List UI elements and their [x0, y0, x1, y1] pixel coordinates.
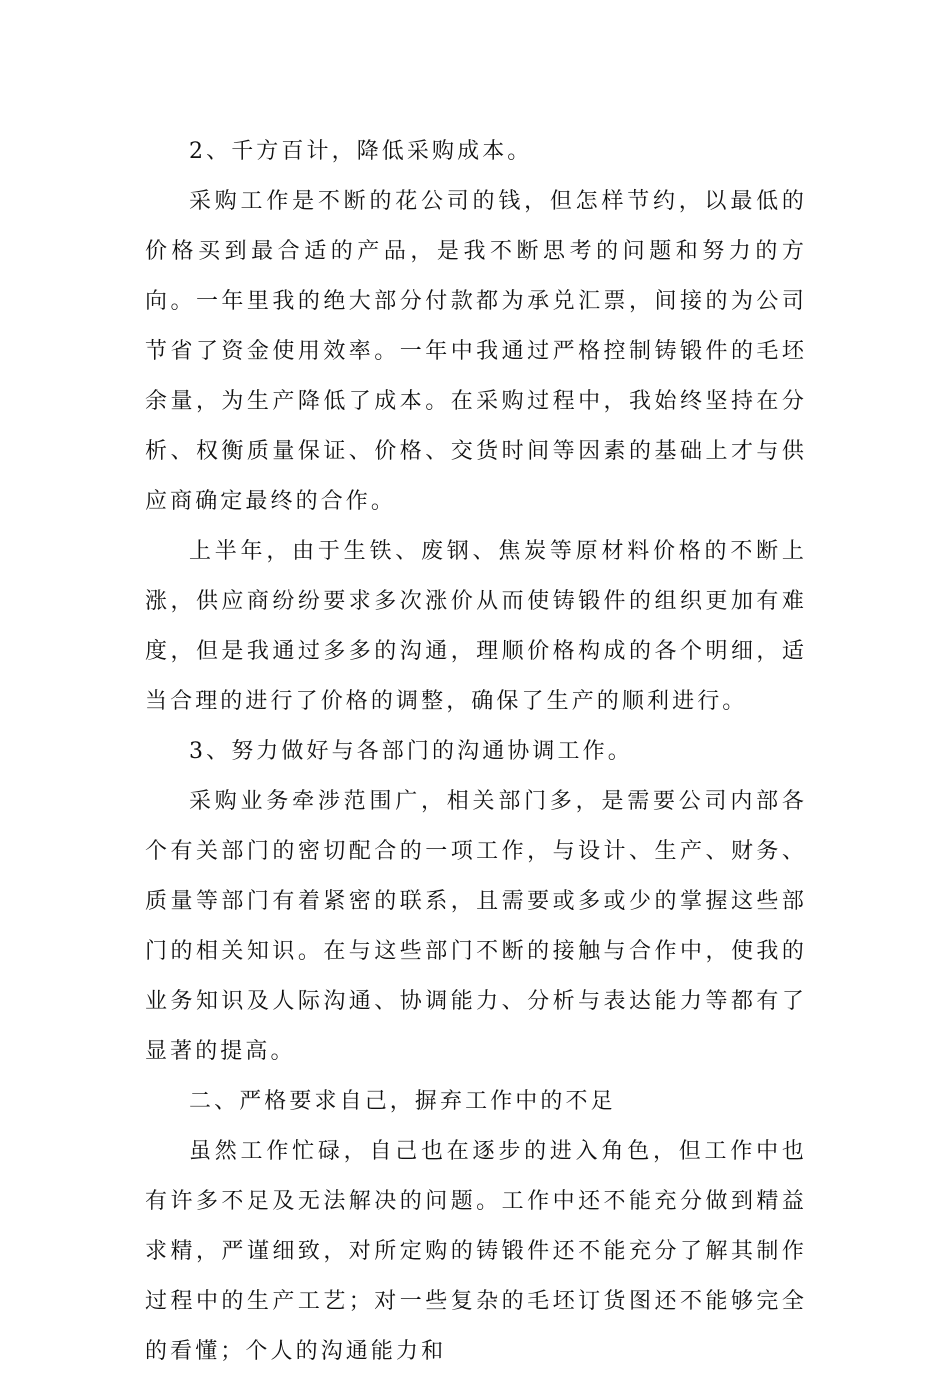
paragraph-purchasing-savings: 采购工作是不断的花公司的钱，但怎样节约，以最低的价格买到最合适的产品，是我不断思考的问题和努力的方向。一年里我的绝大部分付款都为承兑汇票，间接的为公司节省了资金使用效率。一年中我通过严格控制铸锻件的毛坯余量，为生产降低了成本。在采购过程中，我始终坚持在分析、权衡质量保证、价格、交货时间等因素的基础上才与供应商确定最终的合作。 [145, 189, 807, 514]
document-body [145, 127, 807, 1377]
section-heading-cost-reduction: 2、千方百计，降低采购成本。 [189, 139, 533, 164]
section-heading-shortcomings: 二、严格要求自己，摒弃工作中的不足 [189, 1089, 616, 1114]
paragraph-shortcomings: 虽然工作忙碌，自己也在逐步的进入角色，但工作中也有许多不足及无法解决的问题。工作中还不能充分做到精益求精，严谨细致，对所定购的铸锻件还不能充分了解其制作过程中的生产工艺；对一些复杂的毛坯订货图还不能够完全的看懂；个人的沟通能力和 [145, 1139, 807, 1364]
section-heading-communication: 3、努力做好与各部门的沟通协调工作。 [189, 739, 633, 764]
paragraph-price-adjustment: 上半年，由于生铁、废钢、焦炭等原材料价格的不断上涨，供应商纷纷要求多次涨价从而使铸锻件的组织更加有难度，但是我通过多多的沟通，理顺价格构成的各个明细，适当合理的进行了价格的调整，确保了生产的顺利进行。 [145, 539, 807, 714]
paragraph-department-coordination: 采购业务牵涉范围广，相关部门多，是需要公司内部各个有关部门的密切配合的一项工作，与设计、生产、财务、质量等部门有着紧密的联系，且需要或多或少的掌握这些部门的相关知识。在与这些部门不断的接触与合作中，使我的业务知识及人际沟通、协调能力、分析与表达能力等都有了显著的提高。 [145, 789, 807, 1064]
